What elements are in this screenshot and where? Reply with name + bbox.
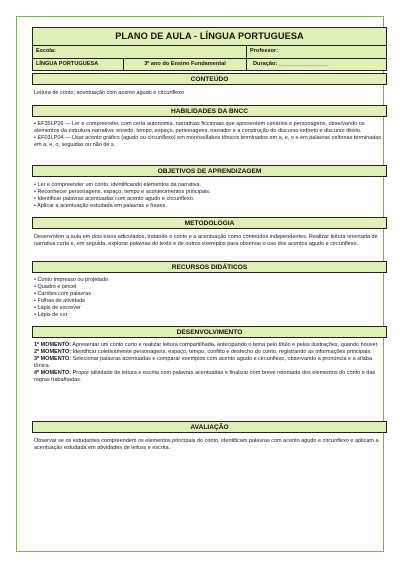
section-header-objetivos: OBJETIVOS DE APRENDIZAGEM (32, 165, 387, 177)
recurso-item: • Folhas de atividade (34, 298, 86, 305)
recurso-item: • Conto impresso ou projetado (34, 277, 109, 283)
section-header-recursos: RECURSOS DIDÁTICOS (32, 261, 387, 273)
moment-label: 2º MOMENTO: (34, 349, 72, 356)
section-body-habilidades (34, 121, 384, 149)
moment-text: Propor atividade de leitura e escrita com palavras acentuadas e finalizar com breve retomada dos elementos do conto e das regras trabalhadas. (34, 370, 376, 384)
habilidade-item: • EF35LP26 — Ler e compreender, com certa autonomia, narrativas ficcionais que apresentem cenários e personagens, observando os elementos da estrutura narrativa: enredo, tempo, espaço, personagens, narrador e a construção do discurso indireto e discurso direto. (34, 121, 365, 135)
recurso-item: • Quadro e pincel (34, 284, 77, 291)
school-teacher-row (32, 46, 387, 59)
subject-grade-row (32, 59, 387, 71)
moment-label: 3º MOMENTO: (34, 356, 72, 363)
section-body-metodologia (34, 234, 384, 248)
moment-2 (34, 349, 384, 356)
recurso-item: • Lápis de escrever (34, 305, 81, 312)
moment-label: 1º MOMENTO: (34, 342, 72, 348)
section-body-recursos (34, 277, 384, 320)
section-header-desenvolvimento: DESENVOLVIMENTO (32, 326, 387, 338)
grade-label: 3º ano do Ensino Fundamental (124, 59, 247, 70)
objetivo-item: • Identificar palavras acentuadas com acento agudo e circunflexo. (34, 196, 195, 203)
recurso-item: • Lápis de cor (34, 312, 68, 319)
recurso-item: • Cartões com palavras (34, 291, 91, 298)
lesson-header (32, 27, 387, 71)
duration-field[interactable]: Duração: ________________ (253, 61, 329, 67)
school-field[interactable]: Escola: (33, 46, 247, 58)
moment-text: Identificar coletivamente personagens, espaço, tempo, conflito e desfecho do conto, registrando as informações principais. (71, 349, 372, 356)
moment-1 (34, 342, 384, 349)
objetivo-item: • Reconhecer personagens, espaço, tempo e acontecimentos principais. (34, 189, 211, 196)
moment-text: Apresentar um conto curto e realizar leitura compartilhada, antecipando o tema pelo título e pelas ilustrações, quando houver. (71, 342, 379, 348)
avaliacao-text: Observar se os estudantes compreendem os elementos principais do conto, identificam palavras com acento agudo e circunflexo e aplicam a acentuação estudada em atividades de leitura e escrita. (34, 438, 379, 452)
section-body-avaliacao (34, 438, 384, 452)
objetivo-item: • Ler e compreender um conto, identificando elementos da narrativa. (34, 182, 202, 188)
page-title: PLANO DE AULA - LÍNGUA PORTUGUESA (32, 27, 387, 46)
section-header-conteudo: CONTEÚDO (32, 73, 387, 85)
moment-4 (34, 370, 384, 384)
section-body-desenvolvimento (34, 342, 384, 385)
teacher-field[interactable]: Professor: (250, 48, 278, 54)
section-header-metodologia: METODOLOGIA (32, 217, 387, 229)
section-body-conteudo (34, 90, 384, 97)
subject-label: LÍNGUA PORTUGUESA (33, 59, 124, 70)
lesson-plan-page (16, 16, 384, 552)
habilidade-item: • EF03LP04 — Usar acento gráfico (agudo ou circunflexo) em monossílabos tônicos terminados em a, e, o e em palavras oxítonas terminadas em a, e, o, seguidas ou não de s. (34, 135, 382, 149)
moment-label: 4º MOMENTO: (34, 370, 72, 377)
moment-text: Selecionar palavras acentuadas e comparar exemplos com acento agudo e circunflexo, observando a pronúncia e a sílaba tônica. (34, 356, 372, 370)
moment-3 (34, 356, 384, 370)
section-header-avaliacao: AVALIAÇÃO (32, 421, 387, 433)
conteudo-text: Leitura de conto; acentuação com acento agudo e circunflexo (34, 90, 185, 96)
objetivo-item: • Aplicar a acentuação estudada em palavras e frases. (34, 203, 167, 210)
section-body-objetivos (34, 182, 384, 210)
section-header-habilidades: HABILIDADES DA BNCC (32, 105, 387, 117)
metodologia-text: Desenvolver a aula em dois eixos articulados, tratando o conto e a acentuação como conteúdos independentes. Realizar leitura orientada de narrativa curta e, em seguida, explorar palavras do texto e de outros exemplos para observar o uso dos acentos agudo e circunflexo. (34, 234, 378, 248)
